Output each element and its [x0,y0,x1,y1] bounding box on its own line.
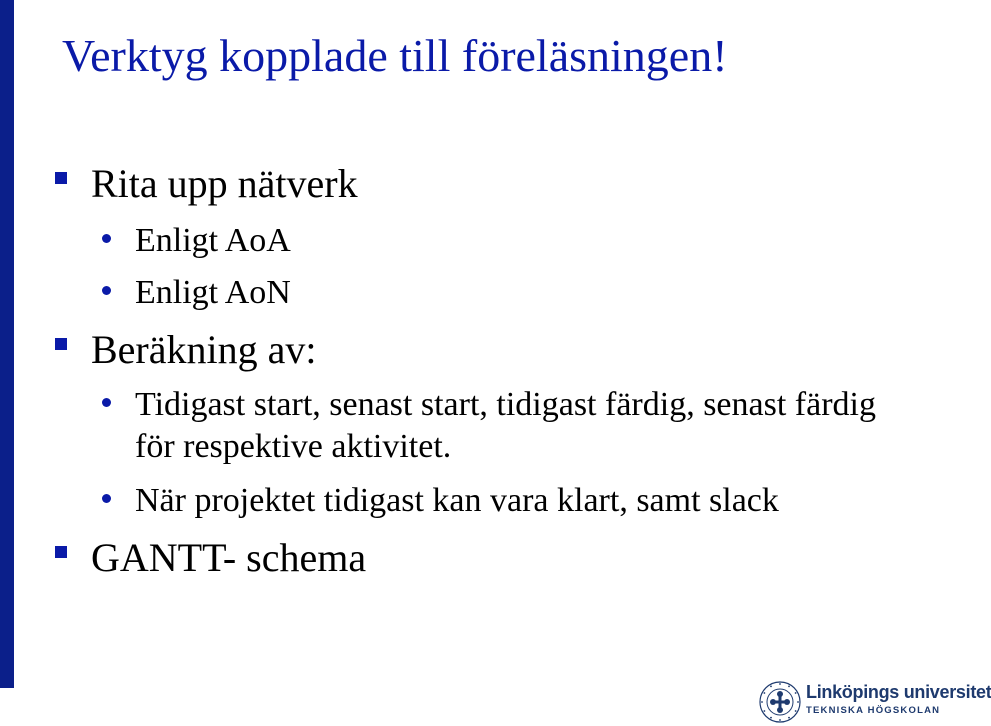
university-seal-icon [758,680,802,724]
sub-bullet-text: När projektet tidigast kan vara klart, samt slack [135,482,779,519]
round-bullet-icon [102,494,111,503]
bullet-text: Beräkning av: [91,327,317,372]
round-bullet-icon [102,398,111,407]
sub-bullet-text: Enligt AoN [135,274,291,311]
slide-title: Verktyg kopplade till föreläsningen! [62,30,728,81]
round-bullet-icon [102,286,111,295]
university-name: Linköpings universitet [806,682,991,702]
left-accent-bar [0,0,14,688]
sub-bullet-text: Enligt AoA [135,222,291,259]
university-logo [758,680,991,724]
square-bullet-icon [55,172,67,184]
bullet-text: GANTT- schema [91,535,367,580]
round-bullet-icon [102,234,111,243]
bullet-text: Rita upp nätverk [91,161,358,206]
square-bullet-icon [55,546,67,558]
sub-bullet-text: Tidigast start, senast start, tidigast färdig, senast färdig för respektive aktivitet. [135,386,876,465]
faculty-name: TEKNISKA HÖGSKOLAN [806,705,941,716]
square-bullet-icon [55,338,67,350]
